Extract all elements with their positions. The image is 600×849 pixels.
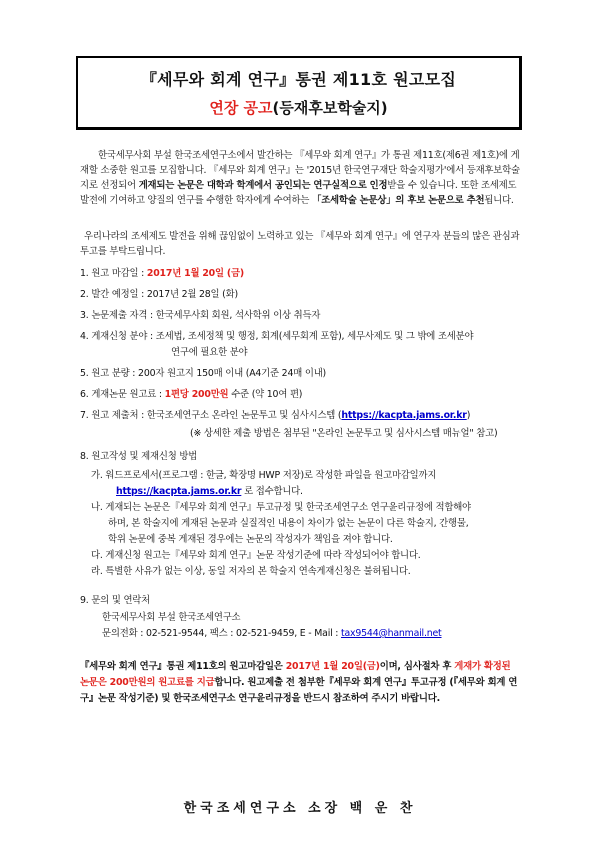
intro-emphasis-award: 「조세학술 논문상」의 후보 논문으로 추천 [312,195,485,206]
notice-text: 합니다. 원고제출 전 첨부한『세무와 회계 연구』투고규정 (『세무와 회계 연구』논문 작성기준) 및 한국조세연구소 연구윤리규정을 반드시 참조하여 주시기 바랍니다. [80,677,518,704]
method-na: 나. 게재되는 논문은『세무와 회계 연구』투고규정 및 한국조세연구소 연구윤리규정에 적합해야 [91,502,471,513]
item-label: 1. 원고 마감일 : [80,268,147,279]
method-na-cont-2: 학위 논문에 중복 게재된 경우에는 논문의 작성자가 책임을 져야 합니다. [108,534,393,545]
item-submission-note: (※ 상세한 제출 방법은 첨부된 "온라인 논문투고 및 심사시스템 매뉴얼" 참고) [190,428,498,439]
subtitle-extension-notice: 연장 공고 [209,99,273,117]
page-title: 『세무와 회계 연구』통권 제11호 원고모집 [140,70,457,89]
intro-paragraph-1 [80,148,522,208]
item-text: ) [466,410,471,421]
subtitle-journal-status: (등재후보학술지) [272,99,388,117]
item-fields: 4. 게재신청 분야 : 조세법, 조세정책 및 행정, 회계(세무회계 포함), 세무사제도 및 그 밖에 조세분야 [80,331,474,342]
method-ra: 라. 특별한 사유가 없는 이상, 동일 저자의 본 학술지 연속게재신청은 불허됩니다. [91,566,411,577]
item-method: 8. 원고작성 및 제재신청 방법 [80,451,198,462]
item-publish-date: 2. 발간 예정일 : 2017년 2월 28일 (화) [80,289,238,300]
fee-value: 1편당 200만원 [164,389,229,400]
submission-system-link[interactable]: https://kacpta.jams.or.kr [341,410,467,421]
intro-emphasis-recognition: 게재되는 논문은 대학과 학계에서 공인되는 연구실적으로 인정 [138,180,388,191]
item-label: 6. 게재논문 원고료 : [80,389,165,400]
contact-organization: 한국세무사회 부설 한국조세연구소 [102,612,241,623]
item-label: 7. 원고 제출처 : 한국조세연구소 온라인 논문투고 및 심사시스템 ( [80,410,342,421]
method-text: 로 접수합니다. [241,486,303,497]
intro-text: 한국세무사회 부설 한국조세연구소에서 발간하는 『세무와 회계 연구』가 통권 제11호(제6권 제1호)에 게재할 소중한 원고를 모집합니다. 『세무와 회계 연구』는 '2015년 한국연구재단 학술지평가'에서 등재후보학술지로 선정되어 [80,150,520,191]
item-eligibility: 3. 논문제출 자격 : 한국세무사회 회원, 석사학위 이상 취득자 [80,310,321,321]
method-ga: 가. 워드프로세서(프로그램 : 한글, 확장명 HWP 저장)로 작성한 파일을 원고마감일까지 [91,470,437,481]
item-length: 5. 원고 분량 : 200자 원고지 150매 이내 (A4기준 24매 이내) [80,368,327,379]
notice-text: 이며, 심사절차 후 [379,661,455,672]
notice-text: 『세무와 회계 연구』통권 제11호의 원고마감일은 [80,661,286,672]
method-na-cont-1: 하며, 본 학술지에 게재된 논문과 실질적인 내용이 차이가 없는 논문이 다른 학술지, 간행물, [108,518,469,529]
title-box [76,56,522,130]
signature: 한국조세연구소 소장 백 운 찬 [183,801,417,816]
contact-text: 문의전화 : 02-521-9544, 팩스 : 02-521-9459, E - Mail : [102,628,342,639]
deadline-value: 2017년 1월 20일 (금) [146,268,244,279]
contact-email-link[interactable]: tax9544@hanmail.net [341,628,442,639]
method-ga-cont [116,484,303,499]
item-contact: 9. 문의 및 연락처 [80,595,151,606]
notice-deadline: 2017년 1월 20일(금) [285,661,380,672]
method-da: 다. 게재신청 원고는『세무와 회계 연구』논문 작성기준에 따라 작성되어야 합니다. [91,550,421,561]
item-submission [80,409,530,423]
intro-text: 받을 수 있습니다. 또한 조세제도 발전에 기여하고 양질의 연구를 수행한 학자에게 수여하는 [80,180,517,206]
page-subtitle [78,97,519,118]
intro-text: 됩니다. [484,195,514,206]
intro-paragraph-2: 우리나라의 조세제도 발전을 위해 끊임없이 노력하고 있는 『세무와 회계 연구』에 연구자 분들의 많은 관심과 투고를 부탁드립니다. [80,231,520,257]
notice-fee: 게재가 확정된 논문은 200만원의 원고료를 지급 [80,661,511,688]
method-submission-link[interactable]: https://kacpta.jams.or.kr [116,486,242,497]
contact-details [102,626,442,641]
item-deadline [80,267,530,281]
item-fee [80,388,530,402]
item-text: 수준 (약 10여 편) [228,389,303,400]
notice-paragraph [80,659,522,707]
item-fields-cont: 연구에 필요한 분야 [171,347,248,358]
